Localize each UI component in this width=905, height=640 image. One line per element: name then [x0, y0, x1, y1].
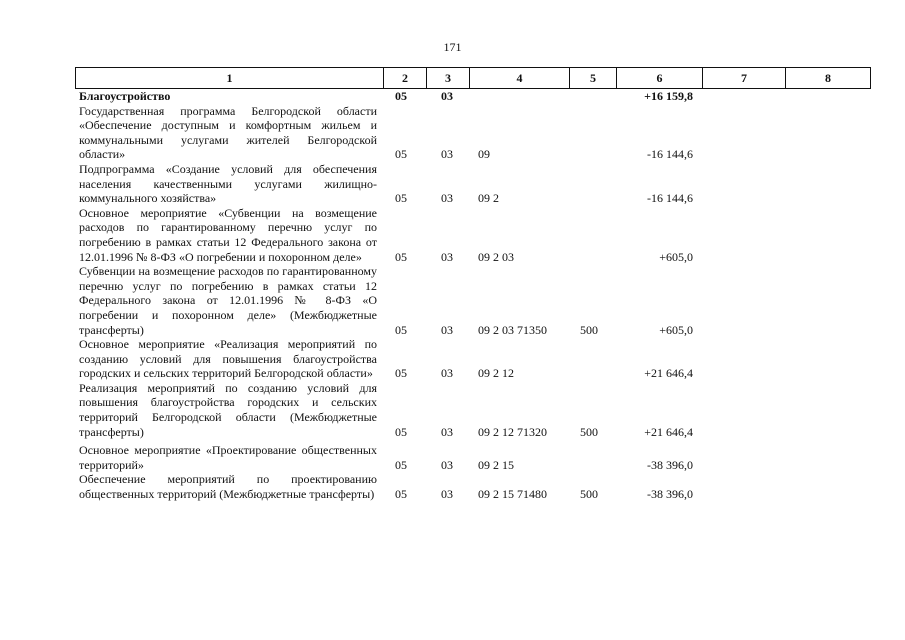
row-name: Реализация мероприятий по созданию условий для повышения благоустройства городских и сельских территорий Белгородской области (Межбюджетные трансферты): [79, 380, 377, 439]
row-subsection: 03: [441, 191, 453, 206]
row-target-article: 09 2 12: [478, 366, 514, 381]
table-row: [75, 162, 845, 206]
row-section: 05: [395, 322, 407, 337]
table-row: [75, 206, 845, 264]
header-cell-5: 5: [570, 68, 617, 89]
row-section: 05: [395, 89, 407, 103]
table-row: [75, 264, 845, 337]
row-subsection: 03: [441, 366, 453, 381]
header-cell-8: 8: [786, 68, 871, 89]
row-amount: +16 159,8: [644, 89, 693, 103]
header-cell-1: 1: [76, 68, 384, 89]
row-amount: -38 396,0: [647, 487, 693, 502]
row-name: Подпрограмма «Создание условий для обеспечения населения качественными услугами жилищно-коммунального хозяйства»: [79, 161, 377, 206]
row-target-article: 09 2 15 71480: [478, 487, 547, 502]
row-target-article: 09: [478, 147, 490, 162]
row-amount: -16 144,6: [647, 147, 693, 162]
row-name: Обеспечение мероприятий по проектированию общественных территорий (Межбюджетные трансферты): [79, 472, 377, 502]
table-row: [75, 381, 845, 439]
row-subsection: 03: [441, 424, 453, 439]
header-cell-7: 7: [703, 68, 786, 89]
page-number: 171: [443, 40, 462, 54]
table-header: [75, 67, 871, 89]
row-expense-type: 500: [580, 487, 598, 502]
row-amount: +21 646,4: [644, 424, 693, 439]
row-subsection: 03: [441, 487, 453, 502]
row-expense-type: 500: [580, 322, 598, 337]
row-target-article: 09 2 15: [478, 457, 514, 472]
row-expense-type: 500: [580, 424, 598, 439]
row-target-article: 09 2 03 71350: [478, 322, 547, 337]
row-target-article: 09 2 03: [478, 249, 514, 264]
header-cell-4: 4: [470, 68, 570, 89]
row-name: Основное мероприятие «Проектирование общественных территорий»: [79, 443, 377, 472]
row-target-article: 09 2 12 71320: [478, 424, 547, 439]
row-section: 05: [395, 249, 407, 264]
row-amount: -38 396,0: [647, 457, 693, 472]
row-name: Основное мероприятие «Субвенции на возмещение расходов по гарантированному перечню услуг по погребению в рамках статьи 12 Федерального закона от 12.01.1996 № 8-ФЗ «О погребении и похоронном деле»: [79, 205, 377, 264]
row-target-article: 09 2: [478, 191, 499, 206]
header-cell-2: 2: [384, 68, 427, 89]
row-subsection: 03: [441, 457, 453, 472]
row-amount: -16 144,6: [647, 191, 693, 206]
row-section: 05: [395, 147, 407, 162]
table-row: [75, 443, 845, 472]
row-subsection: 03: [441, 147, 453, 162]
header-cell-3: 3: [427, 68, 470, 89]
row-subsection: 03: [441, 89, 453, 103]
row-section: 05: [395, 366, 407, 381]
table-row: [75, 472, 845, 501]
row-amount: +21 646,4: [644, 366, 693, 381]
row-name: Основное мероприятие «Реализация мероприятий по созданию условий для повышения благоустройства городских и сельских территорий Белгородской области»: [79, 337, 377, 381]
row-amount: +605,0: [659, 249, 693, 264]
row-amount: +605,0: [659, 322, 693, 337]
row-section: 05: [395, 424, 407, 439]
row-section: 05: [395, 191, 407, 206]
table-body: [75, 89, 845, 502]
row-name: Субвенции на возмещение расходов по гарантированному перечню услуг по погребению в рамках статьи 12 Федерального закона от 12.01.1996 № 8-ФЗ «О погребении и похоронном деле» (Межбюджетные трансферты): [79, 264, 377, 337]
row-section: 05: [395, 457, 407, 472]
table-row: [75, 337, 845, 381]
header-cell-6: 6: [617, 68, 703, 89]
row-section: 05: [395, 487, 407, 502]
row-name: Государственная программа Белгородской области «Обеспечение доступным и комфортным жильем и коммунальными услугами жителей Белгородской области»: [79, 103, 377, 162]
row-subsection: 03: [441, 249, 453, 264]
row-subsection: 03: [441, 322, 453, 337]
table-row: [75, 104, 845, 162]
table-row: [75, 89, 845, 104]
row-name: Благоустройство: [79, 89, 171, 103]
